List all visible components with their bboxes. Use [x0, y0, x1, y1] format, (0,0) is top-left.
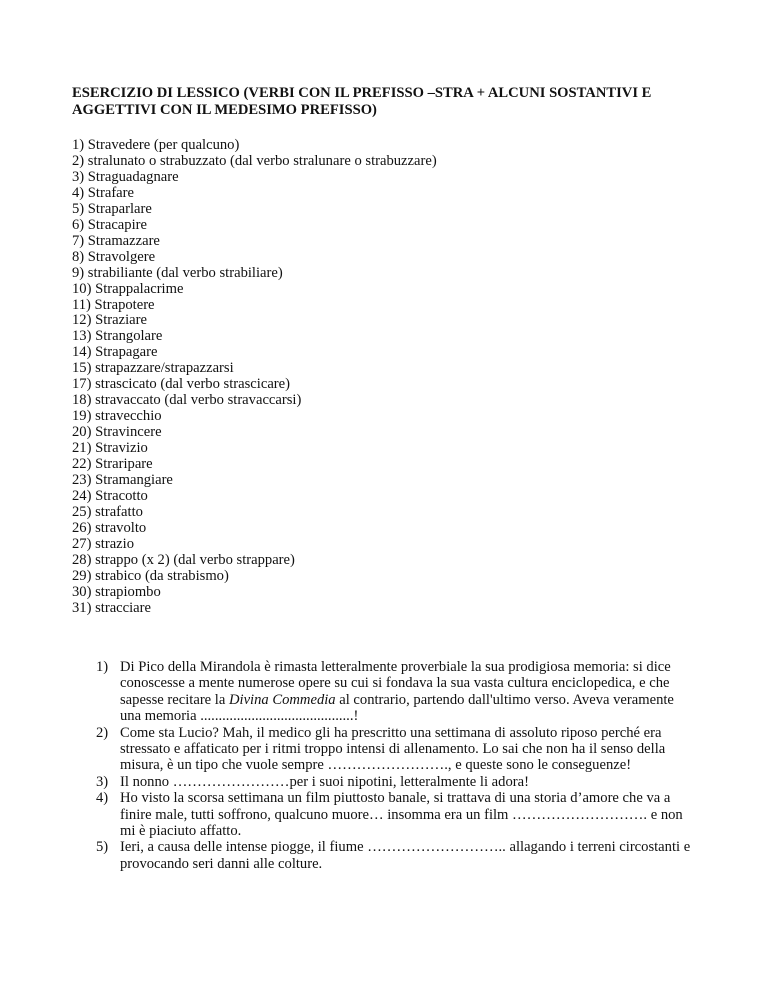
vocabulary-list — [72, 138, 437, 617]
vocabulary-item: 20) Stravincere — [72, 424, 162, 441]
vocabulary-item: 7) Stramazzare — [72, 232, 160, 249]
exercise-item — [96, 839, 696, 872]
vocabulary-item: 14) Strapagare — [72, 344, 158, 361]
vocabulary-item: 18) stravaccato (dal verbo stravaccarsi) — [72, 392, 302, 409]
exercise-number: 3) — [96, 773, 109, 790]
vocabulary-item: 3) Straguadagnare — [72, 168, 179, 185]
vocabulary-item: 1) Stravedere (per qualcuno) — [72, 137, 240, 153]
exercise-text: Ho visto la scorsa settimana un film piuttosto banale, si trattava di una storia d’amore che va a finire male, tutti soffrono, qualcuno muore… insomma era un film ………………………. e non mi è piaciuto affatto. — [120, 790, 683, 840]
vocabulary-item: 5) Straparlare — [72, 200, 152, 217]
vocabulary-item: 11) Strapotere — [72, 296, 155, 313]
vocabulary-item: 22) Straripare — [72, 456, 153, 473]
vocabulary-item: 29) strabico (da strabismo) — [72, 567, 229, 584]
exercise-italic-title: Divina Commedia — [228, 691, 336, 708]
exercise-item — [96, 790, 696, 839]
exercise-text-continued: al contrario, partendo dall'ultimo verso. Aveva veramente una memoria ..........................................! — [120, 691, 674, 725]
exercise-text: Ieri, a causa delle intense piogge, il fiume ……………………….. allagando i terreni circostanti e provocando seri danni alle colture. — [120, 839, 691, 872]
vocabulary-item: 17) strascicato (dal verbo strascicare) — [72, 376, 290, 393]
vocabulary-item: 6) Stracapire — [72, 216, 147, 233]
vocabulary-item: 24) Stracotto — [72, 487, 148, 504]
vocabulary-item: 2) stralunato o strabuzzato (dal verbo stralunare o strabuzzare) — [72, 152, 437, 169]
exercise-text: Il nonno ……………………per i suoi nipotini, letteralmente li adora! — [120, 773, 529, 790]
vocabulary-item: 31) stracciare — [72, 599, 151, 616]
exercise-number: 2) — [96, 724, 109, 741]
vocabulary-item: 25) strafatto — [72, 503, 143, 520]
exercise-number: 1) — [96, 659, 109, 675]
vocabulary-item: 30) strapiombo — [72, 583, 161, 600]
vocabulary-item: 23) Stramangiare — [72, 472, 173, 489]
vocabulary-item: 13) Strangolare — [72, 328, 163, 345]
vocabulary-item: 15) strapazzare/strapazzarsi — [72, 360, 234, 377]
vocabulary-item: 19) stravecchio — [72, 408, 162, 425]
vocabulary-item: 8) Stravolgere — [72, 248, 156, 265]
exercise-item — [96, 774, 696, 790]
exercise-item — [96, 725, 696, 774]
exercise-item — [96, 659, 696, 725]
exercise-list — [96, 659, 696, 872]
vocabulary-item: 9) strabiliante (dal verbo strabiliare) — [72, 264, 283, 281]
vocabulary-item: 21) Stravizio — [72, 440, 148, 457]
vocabulary-item: 10) Strappalacrime — [72, 280, 184, 297]
vocabulary-item: 12) Straziare — [72, 312, 147, 329]
document-title: ESERCIZIO DI LESSICO (VERBI CON IL PREFISSO –STRA + ALCUNI SOSTANTIVI E AGGETTIVI CON IL MEDESIMO PREFISSO) — [72, 85, 652, 118]
vocabulary-item: 28) strappo (x 2) (dal verbo strappare) — [72, 551, 295, 568]
vocabulary-item: 26) stravolto — [72, 519, 147, 536]
exercise-number: 5) — [96, 839, 109, 856]
vocabulary-item: 27) strazio — [72, 535, 135, 552]
exercise-text: Di Pico della Mirandola è rimasta letteralmente proverbiale la sua prodigiosa memoria: si dice conoscesse a mente numerose opere su cui si fondava la sua vasta cultura enciclopedica, e che sapesse recitare la — [120, 659, 671, 708]
exercise-number: 4) — [96, 790, 109, 807]
exercise-text: Come sta Lucio? Mah, il medico gli ha prescritto una settimana di assoluto riposo perché era stressato e affaticato per i ritmi troppo intensi di allenamento. Lo sai che non ha il senso della misura, è un tipo che vuole sempre ……………………., e queste sono le conseguenze! — [120, 724, 666, 774]
vocabulary-item: 4) Strafare — [72, 184, 134, 201]
